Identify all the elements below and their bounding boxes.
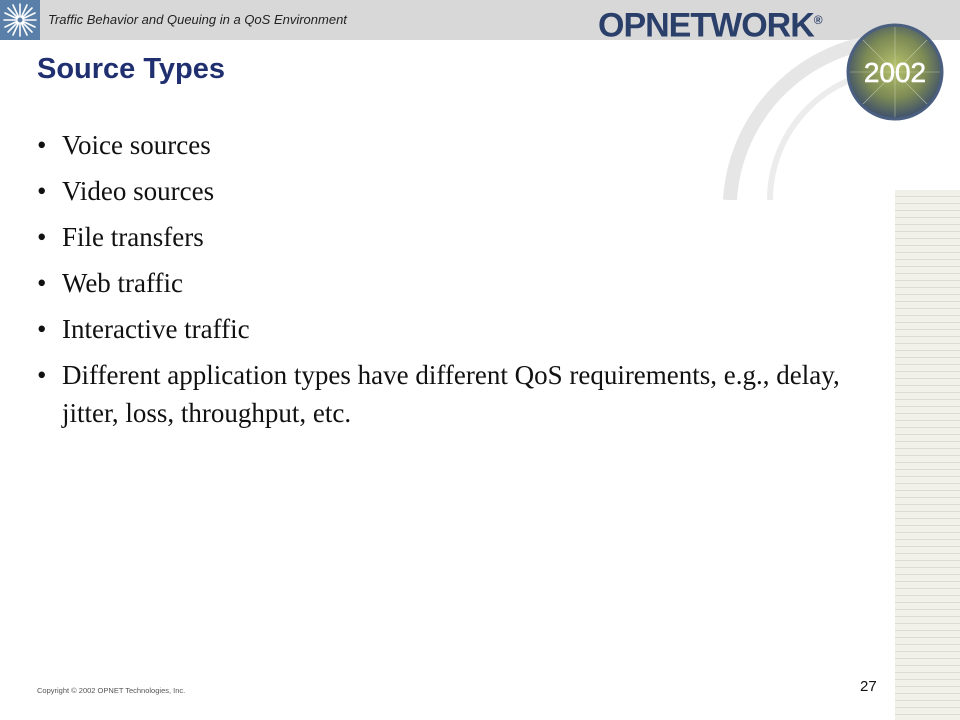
year-2002-badge [845,22,945,122]
page-title: Source Types [37,53,226,85]
bullet-dot: • [37,130,47,160]
bullet-dot: • [37,176,47,206]
bullet-dot: • [37,314,47,344]
bullet-list [37,126,857,440]
bullet-text: Video sources [62,176,215,206]
year-text: 2002 [863,57,927,88]
list-item [37,356,857,432]
brand-mark: ® [813,13,822,27]
bullet-text: Different application types have different QoS requirements, e.g., delay, jitter, loss, throughput, etc. [62,360,840,428]
list-item [37,264,857,302]
bullet-dot: • [37,360,47,390]
list-item [37,126,857,164]
star-icon [0,0,40,40]
header-title: Traffic Behavior and Queuing in a QoS Environment [48,12,347,27]
bullet-text: File transfers [62,222,204,252]
brand-text: OPNETWORK [598,6,814,45]
page-number: 27 [860,678,877,695]
list-item [37,310,857,348]
bullet-text: Web traffic [62,268,184,298]
list-item [37,218,857,256]
bullet-dot: • [37,222,47,252]
bullet-text: Interactive traffic [62,314,250,344]
copyright-notice: Copyright © 2002 OPNET Technologies, Inc. [37,686,186,695]
list-item [37,172,857,210]
striped-side-decoration [895,190,960,720]
bullet-dot: • [37,268,47,298]
bullet-text: Voice sources [62,130,211,160]
